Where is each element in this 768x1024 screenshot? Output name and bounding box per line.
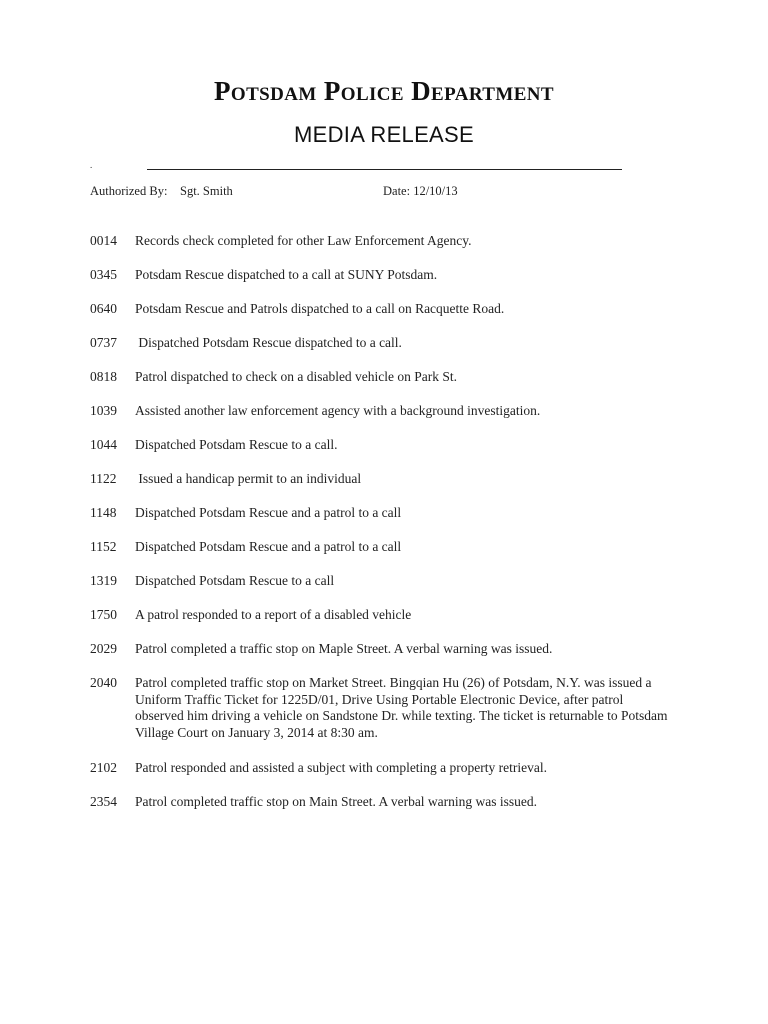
release-date bbox=[383, 184, 458, 199]
department-title: Potsdam Police Department bbox=[214, 76, 554, 106]
entry-text: Patrol responded and assisted a subject with completing a property retrieval. bbox=[135, 760, 548, 775]
log-entry bbox=[90, 607, 670, 641]
release-title: MEDIA RELEASE bbox=[294, 122, 474, 147]
entry-time: 1148 bbox=[90, 505, 117, 520]
entry-text: Patrol completed traffic stop on Main Street. A verbal warning was issued. bbox=[135, 794, 538, 809]
entry-text: Records check completed for other Law Enforcement Agency. bbox=[135, 233, 472, 248]
entry-time: 1319 bbox=[90, 573, 117, 588]
entry-text: Dispatched Potsdam Rescue dispatched to a call. bbox=[135, 335, 402, 350]
entry-time: 0737 bbox=[90, 335, 117, 350]
log-entry bbox=[90, 573, 670, 607]
log-entry bbox=[90, 539, 670, 573]
entry-text: Dispatched Potsdam Rescue to a call bbox=[135, 573, 335, 588]
entry-time: 0640 bbox=[90, 301, 117, 316]
date-value: 12/10/13 bbox=[413, 184, 458, 198]
entry-text: Patrol completed a traffic stop on Maple Street. A verbal warning was issued. bbox=[135, 641, 553, 656]
entry-time: 0014 bbox=[90, 233, 117, 248]
entry-text: Dispatched Potsdam Rescue and a patrol to a call bbox=[135, 505, 402, 520]
log-entry bbox=[90, 335, 670, 369]
entry-text: Patrol completed traffic stop on Market Street. Bingqian Hu (26) of Potsdam, N.Y. was issued a Uniform Traffic Ticket for 1225D/01, Drive Using Portable Electronic Device, after patrol observed him driving a vehicle on Sandstone Dr. while texting. The ticket is returnable to Potsdam Village Court on January 3, 2014 at 8:30 am. bbox=[135, 675, 668, 740]
entry-time: 0818 bbox=[90, 369, 117, 384]
entry-time: 1044 bbox=[90, 437, 117, 452]
entry-text: Patrol dispatched to check on a disabled vehicle on Park St. bbox=[135, 369, 458, 384]
log-entry bbox=[90, 301, 670, 335]
log-entry bbox=[90, 437, 670, 471]
log-entry bbox=[90, 403, 670, 437]
entry-text: Dispatched Potsdam Rescue to a call. bbox=[135, 437, 338, 452]
authorized-by-label: Authorized By: bbox=[90, 184, 168, 198]
log-entry bbox=[90, 641, 670, 675]
log-entry bbox=[90, 675, 670, 760]
log-entry bbox=[90, 471, 670, 505]
log-entry bbox=[90, 794, 670, 828]
entry-time: 2029 bbox=[90, 641, 117, 656]
log-entry bbox=[90, 369, 670, 403]
entry-text: A patrol responded to a report of a disabled vehicle bbox=[135, 607, 412, 622]
entry-time: 1750 bbox=[90, 607, 117, 622]
stray-dot: . bbox=[90, 160, 93, 170]
entry-time: 2102 bbox=[90, 760, 117, 775]
entry-time: 2040 bbox=[90, 675, 117, 690]
entry-time: 0345 bbox=[90, 267, 117, 282]
entry-time: 1122 bbox=[90, 471, 117, 486]
entry-time: 2354 bbox=[90, 794, 117, 809]
date-label: Date: bbox=[383, 184, 411, 198]
entry-time: 1039 bbox=[90, 403, 117, 418]
log-entries bbox=[90, 233, 670, 828]
header-rule bbox=[147, 169, 622, 170]
log-entry bbox=[90, 233, 670, 267]
entry-text: Potsdam Rescue and Patrols dispatched to a call on Racquette Road. bbox=[135, 301, 505, 316]
entry-text: Assisted another law enforcement agency with a background investigation. bbox=[135, 403, 541, 418]
entry-text: Dispatched Potsdam Rescue and a patrol to a call bbox=[135, 539, 402, 554]
entry-text: Potsdam Rescue dispatched to a call at SUNY Potsdam. bbox=[135, 267, 438, 282]
log-entry bbox=[90, 267, 670, 301]
entry-time: 1152 bbox=[90, 539, 117, 554]
log-entry bbox=[90, 505, 670, 539]
entry-text: Issued a handicap permit to an individual bbox=[135, 471, 362, 486]
authorized-by-name: Sgt. Smith bbox=[180, 184, 233, 198]
log-entry bbox=[90, 760, 670, 794]
